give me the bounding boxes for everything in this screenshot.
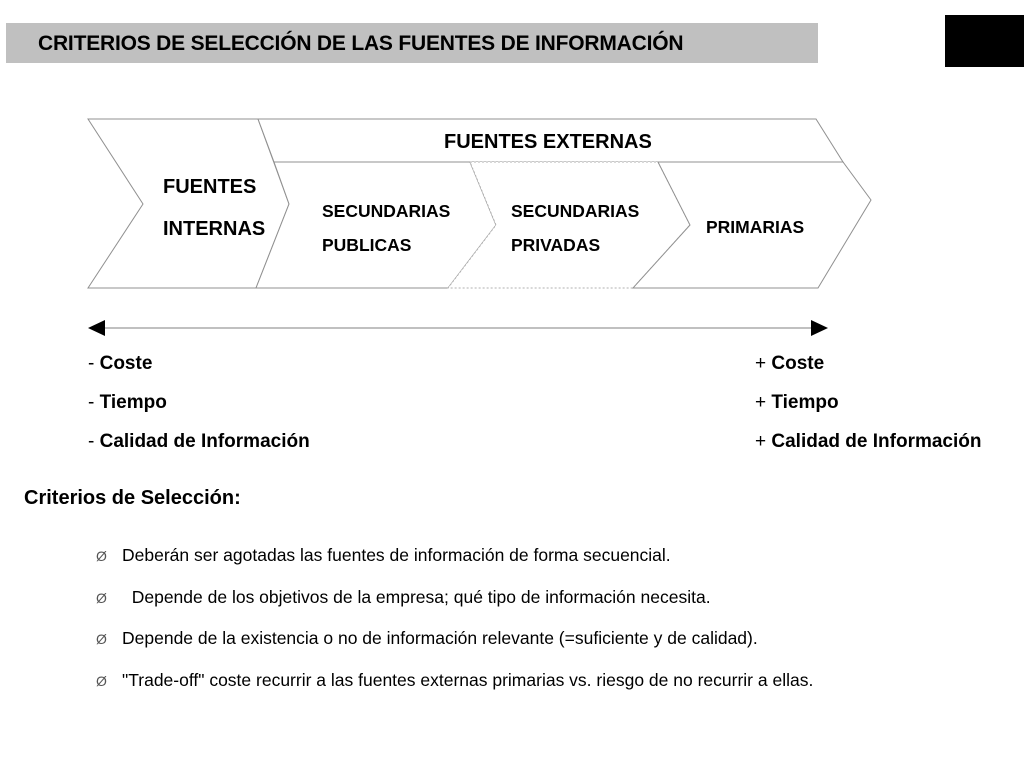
label-sec-publicas-line2: PUBLICAS	[322, 235, 412, 255]
plus-sign: +	[755, 353, 767, 374]
right-criterion-label: Coste	[771, 353, 825, 374]
label-internas-line1: FUENTES	[163, 176, 257, 198]
arrow-left-icon	[88, 320, 105, 336]
label-sec-publicas-line1: SECUNDARIAS	[322, 201, 451, 221]
list-item	[96, 628, 813, 670]
bullet-icon: Ø	[96, 631, 107, 647]
right-criterion-label: Calidad de Información	[771, 431, 982, 452]
list-item-text: Deberán ser agotadas las fuentes de información de forma secuencial.	[122, 545, 671, 565]
right-criterion	[755, 353, 824, 375]
chevron-sec-publicas	[256, 162, 496, 288]
left-criterion	[88, 353, 152, 375]
selection-criteria-heading: Criterios de Selección:	[24, 487, 241, 509]
chevron-internas	[88, 119, 289, 288]
minus-sign: -	[88, 353, 95, 374]
list-item-text: Depende de los objetivos de la empresa; qué tipo de información necesita.	[122, 586, 711, 607]
arrow-right-icon	[811, 320, 828, 336]
right-criterion	[755, 392, 839, 414]
minus-sign: -	[88, 431, 95, 452]
left-criterion-label: Tiempo	[99, 392, 167, 413]
plus-sign: +	[755, 431, 767, 452]
bullet-icon: Ø	[96, 589, 107, 606]
list-item	[96, 670, 813, 712]
left-criterion-label: Coste	[99, 353, 153, 374]
page-title: CRITERIOS DE SELECCIÓN DE LAS FUENTES DE INFORMACIÓN	[38, 32, 684, 55]
bullet-icon: Ø	[96, 548, 107, 564]
label-sec-privadas-line2: PRIVADAS	[511, 235, 601, 255]
right-criterion	[755, 431, 981, 453]
label-primarias: PRIMARIAS	[706, 217, 805, 237]
label-internas-line2: INTERNAS	[163, 218, 266, 240]
label-sec-privadas-line1: SECUNDARIAS	[511, 201, 640, 221]
list-item-text: Depende de la existencia o no de información relevante (=suficiente y de calidad).	[122, 628, 758, 648]
right-criterion-label: Tiempo	[771, 392, 839, 413]
bullet-icon: Ø	[96, 672, 107, 689]
minus-sign: -	[88, 392, 95, 413]
left-criterion	[88, 392, 167, 414]
left-criterion-label: Calidad de Información	[99, 431, 310, 452]
selection-criteria-list	[96, 545, 813, 711]
plus-sign: +	[755, 392, 767, 413]
left-criterion	[88, 431, 310, 453]
label-fuentes-externas: FUENTES EXTERNAS	[444, 131, 652, 153]
list-item	[96, 545, 813, 587]
list-item-text: "Trade-off" coste recurrir a las fuentes externas primarias vs. riesgo de no recurrir a ellas.	[122, 669, 814, 690]
list-item	[96, 587, 813, 629]
